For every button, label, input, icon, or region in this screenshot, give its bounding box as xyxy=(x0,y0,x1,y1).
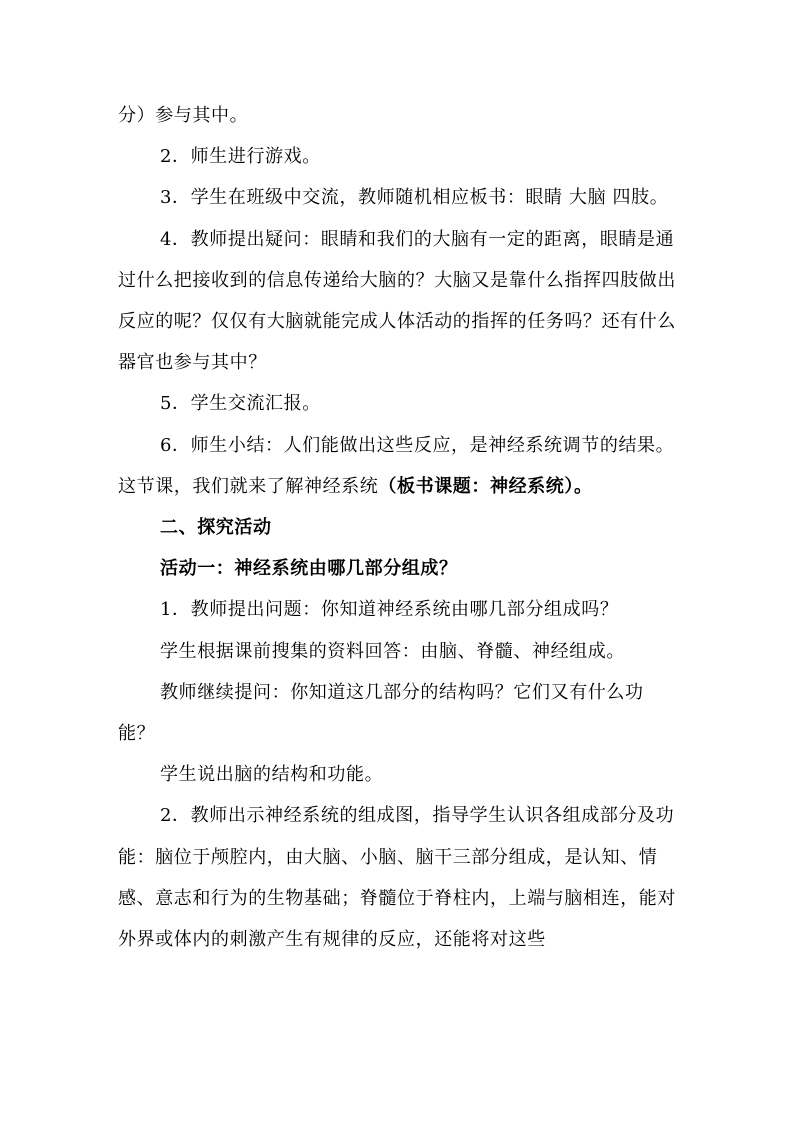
paragraph-3: 3．学生在班级中交流，教师随机相应板书：眼睛 大脑 四肢。 xyxy=(160,187,669,209)
paragraph-1: 分）参与其中。 xyxy=(118,105,249,126)
activity-heading: 活动一：神经系统由哪几部分组成？ xyxy=(160,558,458,580)
board-title-note: （板书课题：神经系统）。 xyxy=(378,475,593,497)
paragraph-9: 教师继续提问：你知道这几部分的结构吗？它们又有什么功能？ xyxy=(118,681,644,745)
paragraph-11: 2．教师出示神经系统的组成图，指导学生认识各组成部分及功能：脑位于颅腔内，由大脑、小脑、脑干三部分组成，是认知、情感、意志和行为的生物基础；脊髓位于脊柱内，上端与脑相连，能对外界或体内的刺激产生有规律的反应，还能将对这些 xyxy=(118,805,676,951)
paragraph-2: 2．师生进行游戏。 xyxy=(160,146,321,168)
paragraph-10: 学生说出脑的结构和功能。 xyxy=(160,764,384,786)
section-heading: 二、探究活动 xyxy=(160,517,272,539)
paragraph-8: 学生根据课前搜集的资料回答：由脑、脊髓、神经组成。 xyxy=(160,640,625,662)
document-page xyxy=(118,95,678,960)
paragraph-7: 1．教师提出问题：你知道神经系统由哪几部分组成吗？ xyxy=(160,599,619,621)
paragraph-5: 5．学生交流汇报。 xyxy=(160,393,321,415)
paragraph-4: 4．教师提出疑问：眼睛和我们的大脑有一定的距离，眼睛是通过什么把接收到的信息传递给大脑的？大脑又是靠什么指挥四肢做出反应的呢？仅仅有大脑就能完成人体活动的指挥的任务吗？还有什么器官也参与其中？ xyxy=(118,228,676,374)
paragraph-6-text: 6．师生小结：人们能做出这些反应，是神经系统调节的结果。这节课，我们就来了解神经系统 xyxy=(118,434,675,497)
paragraph-6 xyxy=(118,425,678,507)
